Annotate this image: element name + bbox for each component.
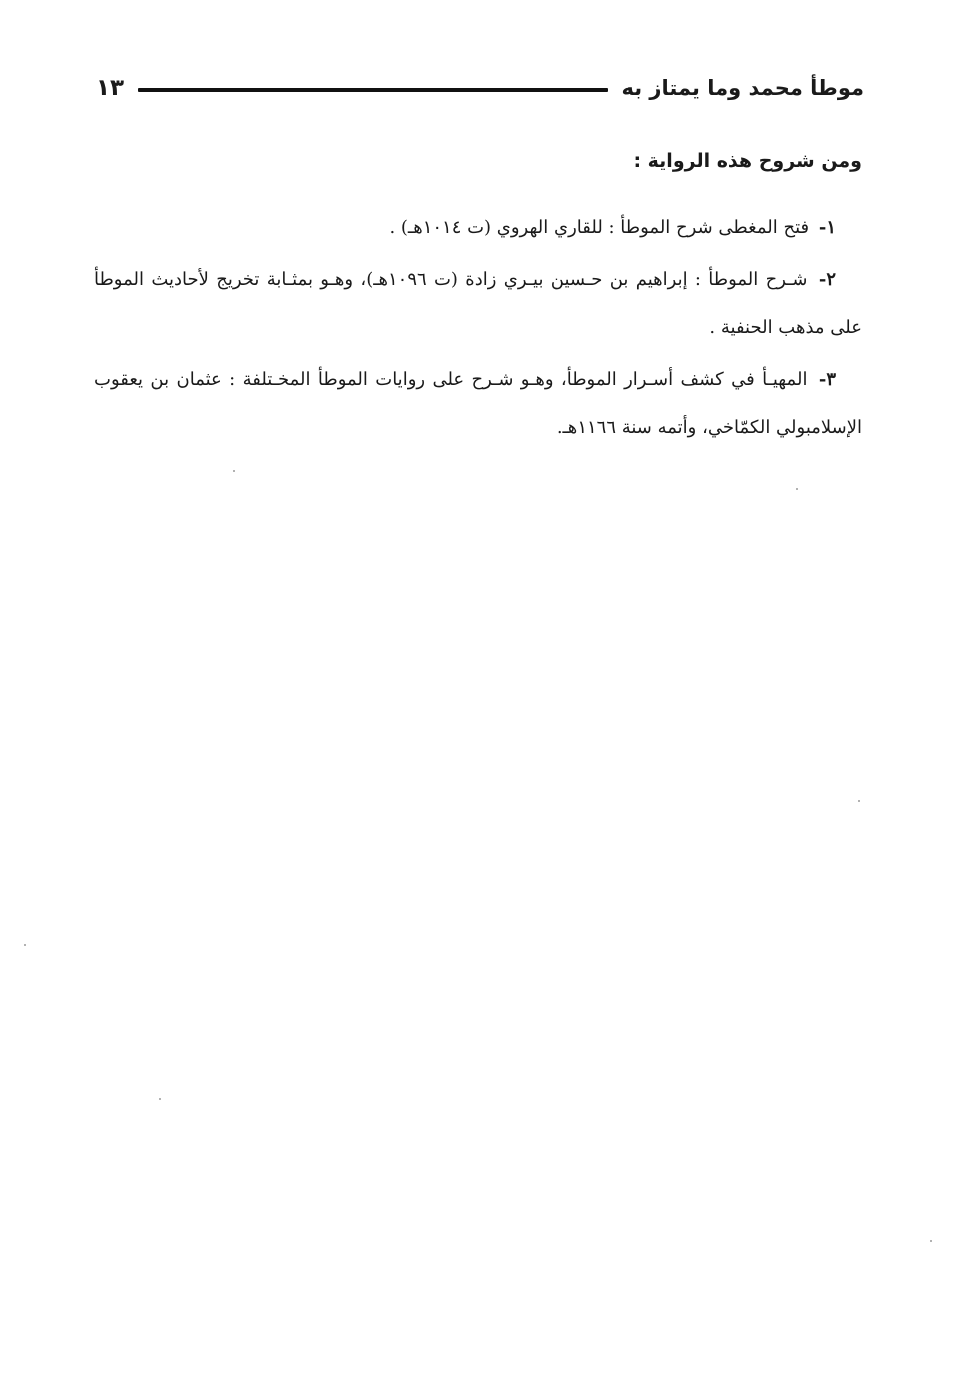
list-item — [94, 256, 862, 352]
page-number: ١٣ — [96, 75, 125, 101]
scan-speck — [233, 470, 235, 472]
list-item-text: فتح المغطى شرح الموطأ : للقاري الهروي (ت ١٠١٤هـ) . — [389, 217, 810, 238]
scan-speck — [796, 488, 798, 490]
list-item — [94, 204, 862, 252]
header-rule — [138, 88, 607, 92]
scan-speck — [858, 800, 860, 802]
list-item-text: شـرح الموطأ : إبراهيم بن حـسين بيـري زادة (ت ١٠٩٦هـ)، وهـو بمثـابة تخريج لأحاديث الموطأ على مذهب الحنفية . — [94, 269, 862, 338]
scan-speck — [930, 1240, 932, 1242]
list-item-number: ٢- — [818, 269, 836, 290]
commentary-list — [94, 204, 862, 456]
header-title: موطأ محمد وما يمتاز به — [621, 76, 864, 100]
list-item-number: ٣- — [818, 369, 836, 390]
running-header — [96, 68, 864, 108]
section-heading: ومن شروح هذه الرواية : — [633, 150, 862, 172]
list-item-number: ١- — [818, 217, 836, 238]
list-item-text: المهيـأ في كشف أسـرار الموطأ، وهـو شـرح على روايات الموطأ المخـتلفة : عثمان بن يعقوب الإسلامبولي الكمّاخي، وأتمه سنة ١١٦٦هـ. — [94, 369, 862, 438]
list-item — [94, 356, 862, 452]
scan-speck — [24, 944, 26, 946]
scan-speck — [159, 1098, 161, 1100]
